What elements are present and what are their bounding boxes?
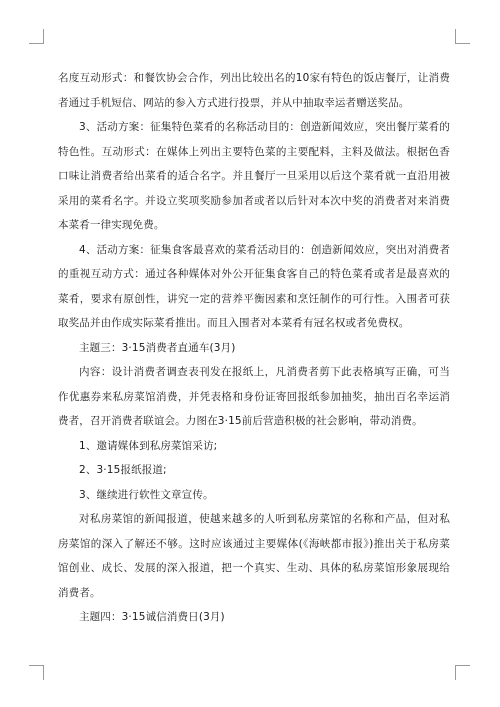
paragraph-activity-3: 3、活动方案：征集特色菜肴的名称活动目的：创造新闻效应，突出餐厅菜肴的特色性。互动形式：在媒体上列出主要特色菜的主要配料，主料及做法。根据色香口味让消费者给出菜肴的适合名字。并且餐厅一旦采用以后这个菜肴就一直沿用被采用的菜肴名字。并设立奖项奖励参加者或者以后针对本次中奖的消费者对来消费本菜肴一律实现免费。: [58, 121, 450, 231]
list-item-3: 3、继续进行软性文章宣传。: [79, 488, 214, 501]
list-item-2: 2、3·15报纸报道;: [79, 464, 167, 476]
heading-theme-3: 主题三：3·15消费者直通车(3月): [79, 341, 236, 354]
crop-mark-bottom-left: [29, 665, 44, 680]
crop-mark-top-left: [29, 29, 44, 44]
document-body: [58, 66, 450, 630]
paragraph-news-report: 对私房菜馆的新闻报道，使越来越多的人听到私房菜馆的名称和产品，但对私房菜馆的深入了解还不够。这时应该通过主要媒体(《海峡都市报》)推出关于私房菜馆创业、成长、发展的深入报道，把一个真实、生动、具体的私房菜馆形象展现给消费者。: [58, 513, 450, 599]
paragraph-activity-4: 4、活动方案：征集食客最喜欢的菜肴活动目的：创造新闻效应，突出对消费者的重视互动方式：通过各种媒体对外公开征集食客自己的特色菜肴或者是最喜欢的菜肴，要求有原创性，讲究一定的营养平衡因素和烹饪制作的可行性。入围者可获取奖品并由作成实际菜肴推出。而且入围者对本菜肴有冠名权或者免费权。: [58, 243, 450, 329]
paragraph-theme-3-content: 内容：设计消费者调查表刊发在报纸上，凡消费者剪下此表格填写正确，可当作优惠券来私房菜馆消费，并凭表格和身份证寄回报纸参加抽奖，抽出百名幸运消费者，召开消费者联谊会。力图在3·15前后营造积极的社会影响，带动消费。: [58, 366, 450, 427]
paragraph-continuation: 名度互动形式：和餐饮协会合作，列出比较出名的10家有特色的饭店餐厅，让消费者通过手机短信、网站的参入方式进行投票，并从中抽取幸运者赠送奖品。: [58, 72, 450, 109]
crop-mark-bottom-right: [455, 665, 470, 680]
heading-theme-4: 主题四：3·15诚信消费日(3月): [79, 611, 225, 623]
list-item-1: 1、邀请媒体到私房菜馆采访;: [79, 439, 218, 452]
crop-mark-top-right: [455, 29, 470, 44]
